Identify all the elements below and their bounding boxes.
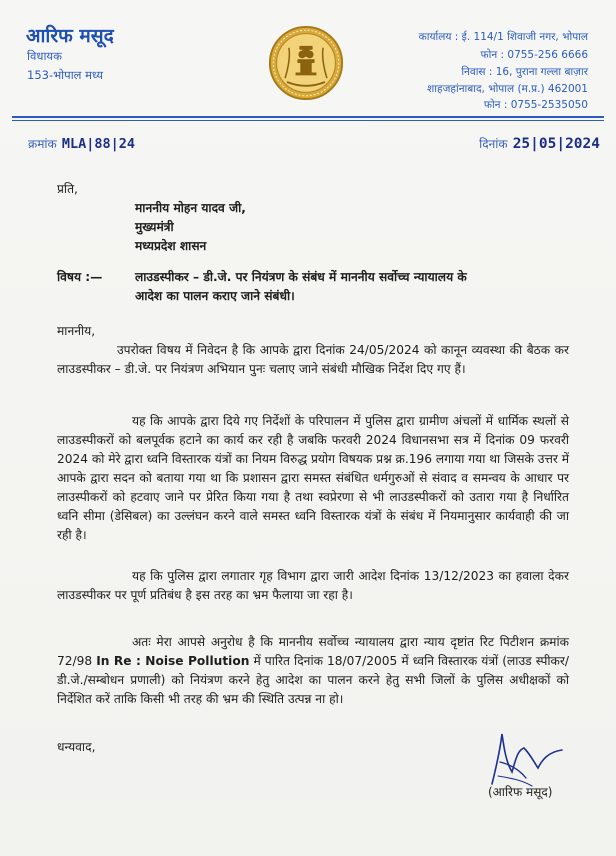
residence-city: शाहजहांनाबाद, भोपाल (म.प्र.) 462001 (427, 83, 588, 95)
handwritten-signature (478, 728, 568, 790)
residence-phone: फोन : 0755-2535050 (483, 99, 588, 111)
sender-name: आरिफ मसूद (26, 25, 114, 47)
letter-date (479, 133, 600, 152)
subject-line-1: लाउडस्पीकर – डी.जे. पर नियंत्रण के संबंध में माननीय सर्वोच्च न्यायालय के (135, 270, 467, 284)
closing: धन्यवाद, (57, 740, 96, 754)
residence-address: निवास : 16, पुराना गल्ला बाज़ार (461, 66, 588, 78)
body-paragraph-3 (57, 567, 569, 605)
office-address: कार्यालय : ई. 114/1 शिवाजी नगर, भोपाल (418, 31, 588, 43)
paragraph-text: यह कि आपके द्वारा दिये गए निर्देशों के परिपालन में पुलिस द्वारा ग्रामीण अंचलों में धार्मिक स्थलों से लाउडस्पीकरों को बलपूर्वक हटाने का कार्य कर रही है जबकि फरवरी 2024 विधानसभा सत्र में दिनांक 09 फरवरी 2024 को मेरे द्वारा ध्वनि विस्तारक यंत्रों का नियम विरुद्ध प्रयोग विषयक प्रश्न क्र.196 लगाया गया था जिसके उत्तर में आपके द्वारा सदन को बताया गया था कि प्रशासन द्वारा समस्त संबंधित धर्मगुरुओं से संवाद व समन्वय के आधार पर लाउस्पीकरों को हटवाए जाने पर प्रेरित किया गया है तथा स्वप्रेरणा से भी लाउडस्पीकरों को उतारा गया है निर्धारित ध्वनि सीमा (डेसिबल) का उल्लंघन करने वाले समस्त ध्वनि विस्तारक यंत्रों के संबंध में नियमानुसार कार्यवाही की जा रही है। (57, 414, 570, 542)
case-title: In Re : Noise Pollution (96, 654, 250, 668)
letterhead-divider-thin (12, 120, 604, 121)
greeting: माननीय, (57, 324, 96, 338)
recipient-name: माननीय मोहन यादव जी, (135, 201, 246, 215)
state-emblem-seal (268, 25, 344, 101)
reference-value: MLA|88|24 (61, 136, 135, 152)
final-paragraph-start: अतः मेरा आपसे अनुरोध है कि माननीय सर्वोच्च न्यायालय द्वारा न्याय दृष्टांत रिट पिटीशन क्रमांक 72/98 (57, 635, 569, 668)
paragraph-text: उपरोक्त विषय में निवेदन है कि आपके द्वारा दिनांक 24/05/2024 को कानून व्यवस्था की बैठक कर लाउडस्पीकर – डी.जे. पर नियंत्रण अभियान पुनः चलाए जाने संबंधी मौखिक निर्देश दिए गए हैं। (57, 343, 569, 376)
paragraph-text: यह कि पुलिस द्वारा लगातार गृह विभाग द्वारा जारी आदेश दिनांक 13/12/2023 का हवाला देकर लाउडस्पीकर पर पूर्ण प्रतिबंध है इस तरह का भ्रम फैलाया जा रहा है। (57, 569, 569, 602)
sender-designation: विधायक (27, 49, 62, 63)
recipient-office: मध्यप्रदेश शासन (135, 239, 207, 253)
subject-label: विषय :— (57, 270, 103, 284)
letterhead-divider (12, 116, 604, 118)
sender-constituency: 153-भोपाल मध्य (27, 68, 103, 82)
subject-line-2: आदेश का पालन कराए जाने संबंधी। (135, 289, 295, 303)
final-paragraph (57, 633, 569, 709)
body-paragraph-4 (57, 633, 569, 709)
recipient-title: मुख्यमंत्री (135, 220, 174, 234)
body-paragraph-2 (57, 412, 569, 545)
body-paragraph-1 (57, 341, 569, 379)
final-paragraph-end: में पारित दिनांक 18/07/2005 में ध्वनि विस्तारक यंत्रों (लाउड स्पीकर/डी.जे./सम्बोधन प्रणाली) को नियंत्रण करने हेतु आदेश का पालन करने हेतु सभी जिलों के पुलिस अधीक्षकों को निर्देशित करें ताकि किसी भी तरह की भ्रम की स्थिति उत्पन्न ना हो। (57, 654, 570, 706)
date-label: दिनांक (479, 137, 508, 151)
to-label: प्रति, (57, 182, 78, 196)
reference-label: क्रमांक (28, 137, 57, 151)
reference-number (28, 133, 135, 152)
office-phone: फोन : 0755-256 6666 (480, 49, 588, 61)
date-value: 25|05|2024 (512, 136, 600, 152)
signatory-name: (आरिफ मसूद) (488, 785, 553, 799)
